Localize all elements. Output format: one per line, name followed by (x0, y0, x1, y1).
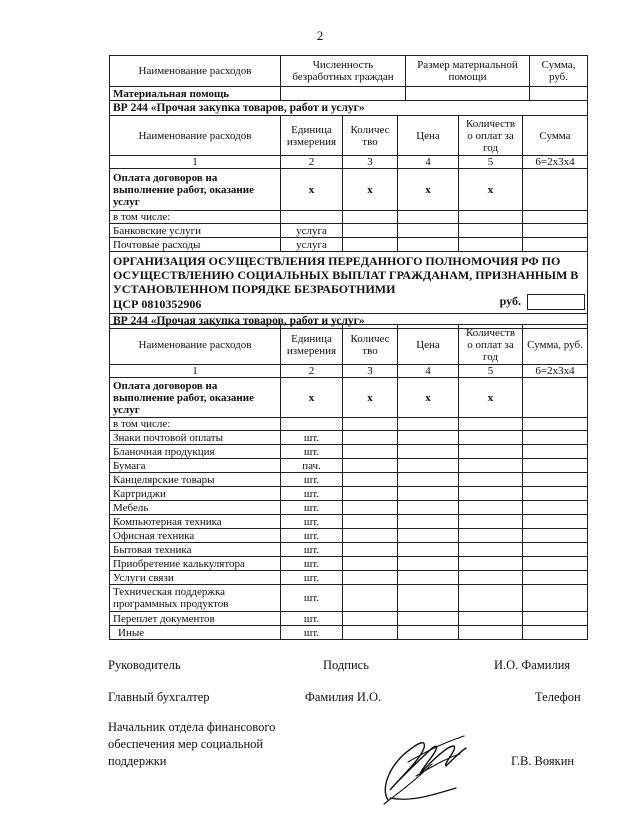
incl-label: в том числе: (110, 211, 281, 224)
header-cell: Цена (398, 116, 459, 156)
item-unit: шт. (281, 557, 343, 571)
vr-title: ВР 244 «Прочая закупка товаров, работ и услуг» (110, 101, 588, 116)
cell (406, 87, 530, 101)
number-cell: 6=2х3х4 (523, 156, 588, 169)
item-name: Услуги связи (110, 571, 281, 585)
item-unit: шт. (281, 529, 343, 543)
material-aid-table (109, 55, 588, 116)
x-cell: x (281, 169, 343, 211)
sig-signature-label: Подпись (323, 658, 369, 672)
item-unit: пач. (281, 459, 343, 473)
x-cell: x (343, 169, 398, 211)
sig-director-label: Руководитель (108, 658, 181, 672)
item-unit: шт. (281, 431, 343, 445)
sig-head-dept-name: Г.В. Воякин (511, 754, 575, 768)
item-name: Перeплет документов (110, 612, 281, 626)
rub-input-box (527, 294, 585, 310)
x-cell: x (281, 378, 343, 418)
item-unit: шт. (281, 473, 343, 487)
header-cell: Наименование расходов (110, 116, 281, 156)
section-title: Материальная помощь (110, 87, 281, 101)
x-cell: x (398, 169, 459, 211)
number-cell: 4 (398, 156, 459, 169)
sig-phone-label: Телефон (535, 690, 581, 704)
number-cell: 1 (110, 156, 281, 169)
org-block (110, 252, 588, 314)
header-cell: Единица измерения (281, 325, 343, 365)
item-unit: шт. (281, 543, 343, 557)
item-unit: шт. (281, 585, 343, 612)
item-unit: шт. (281, 445, 343, 459)
item-name: Бумага (110, 459, 281, 473)
header-cell: Единица измерения (281, 116, 343, 156)
header-cell: Сумма (523, 116, 588, 156)
item-unit: услуга (281, 224, 343, 238)
sig-name-label: И.О. Фамилия (494, 658, 571, 672)
cell (523, 378, 588, 418)
item-unit: шт. (281, 501, 343, 515)
rub-label: руб. (499, 293, 521, 308)
header-cell: Наименование расходов (110, 325, 281, 365)
item-unit: шт. (281, 571, 343, 585)
header-cell: Численность безработных граждан (281, 56, 406, 87)
number-cell: 3 (343, 156, 398, 169)
x-cell: x (398, 378, 459, 418)
item-unit: шт. (281, 487, 343, 501)
page-number: 2 (316, 28, 324, 43)
item-name: Знаки почтовой оплаты (110, 431, 281, 445)
item-name: Банковские услуги (110, 224, 281, 238)
header-cell: Цена (398, 325, 459, 365)
header-cell: Сумма, руб. (530, 56, 588, 87)
sig-accountant-name: Фамилия И.О. (305, 690, 382, 704)
item-name: Мебель (110, 501, 281, 515)
item-name: Компьютерная техника (110, 515, 281, 529)
purchase-table-2 (109, 324, 588, 640)
cell (281, 87, 406, 101)
number-cell: 5 (459, 365, 523, 378)
number-cell: 3 (343, 365, 398, 378)
x-cell: x (459, 378, 523, 418)
number-cell: 6=2х3х4 (523, 365, 588, 378)
number-cell: 4 (398, 365, 459, 378)
purchase-table-1 (109, 115, 588, 329)
vr-title: ВР 244 «Прочая закупка товаров, работ и услуг» (110, 314, 588, 329)
sig-head-dept-label: Начальник отдела финансового обеспечения мер социальной поддержки (108, 720, 276, 768)
sig-accountant-label: Главный бухгалтер (108, 690, 210, 704)
main-row-label: Оплата договоров на выполнение работ, оказание услуг (110, 378, 281, 418)
item-name: Техническая поддержка программных продуктов (110, 585, 281, 612)
number-cell: 5 (459, 156, 523, 169)
number-cell: 2 (281, 365, 343, 378)
item-name: Офисная техника (110, 529, 281, 543)
header-cell: Количеств о оплат за год (459, 116, 523, 156)
item-name: Почтовые расходы (110, 238, 281, 252)
item-name: Бланочная продукция (110, 445, 281, 459)
handwritten-signature (360, 718, 470, 808)
item-unit: услуга (281, 238, 343, 252)
x-cell: x (343, 378, 398, 418)
main-row-label: Оплата договоров на выполнение работ, оказание услуг (110, 169, 281, 211)
number-cell: 2 (281, 156, 343, 169)
header-cell: Наименование расходов (110, 56, 281, 87)
item-name: Бытовая техника (110, 543, 281, 557)
x-cell: x (459, 169, 523, 211)
item-name: Канцелярские товары (110, 473, 281, 487)
cell (523, 169, 588, 211)
incl-label: в том числе: (110, 418, 281, 431)
csr-code: ЦСР 0810352906 (113, 297, 202, 311)
item-name: Приобретение калькулятора (110, 557, 281, 571)
number-cell: 1 (110, 365, 281, 378)
item-unit: шт. (281, 626, 343, 640)
header-cell: Сумма, руб. (523, 325, 588, 365)
cell (530, 87, 588, 101)
org-title: ОРГАНИЗАЦИЯ ОСУЩЕСТВЛЕНИЯ ПЕРЕДАННОГО ПОЛНОМОЧИЯ РФ ПО ОСУЩЕСТВЛЕНИЮ СОЦИАЛЬНЫХ ВЫПЛАТ ГРАЖДАНАМ, ПРИЗНАННЫМ В УСТАНОВЛЕННОМ ПОРЯДКЕ БЕЗРАБОТНИМИ (113, 254, 579, 296)
header-cell: Размер материальной помощи (406, 56, 530, 87)
item-name: Иные (110, 626, 281, 640)
header-cell: Количеств о оплат за год (459, 325, 523, 365)
item-unit: шт. (281, 515, 343, 529)
item-unit: шт. (281, 612, 343, 626)
header-cell: Количес тво (343, 325, 398, 365)
item-name: Картриджи (110, 487, 281, 501)
header-cell: Количес тво (343, 116, 398, 156)
